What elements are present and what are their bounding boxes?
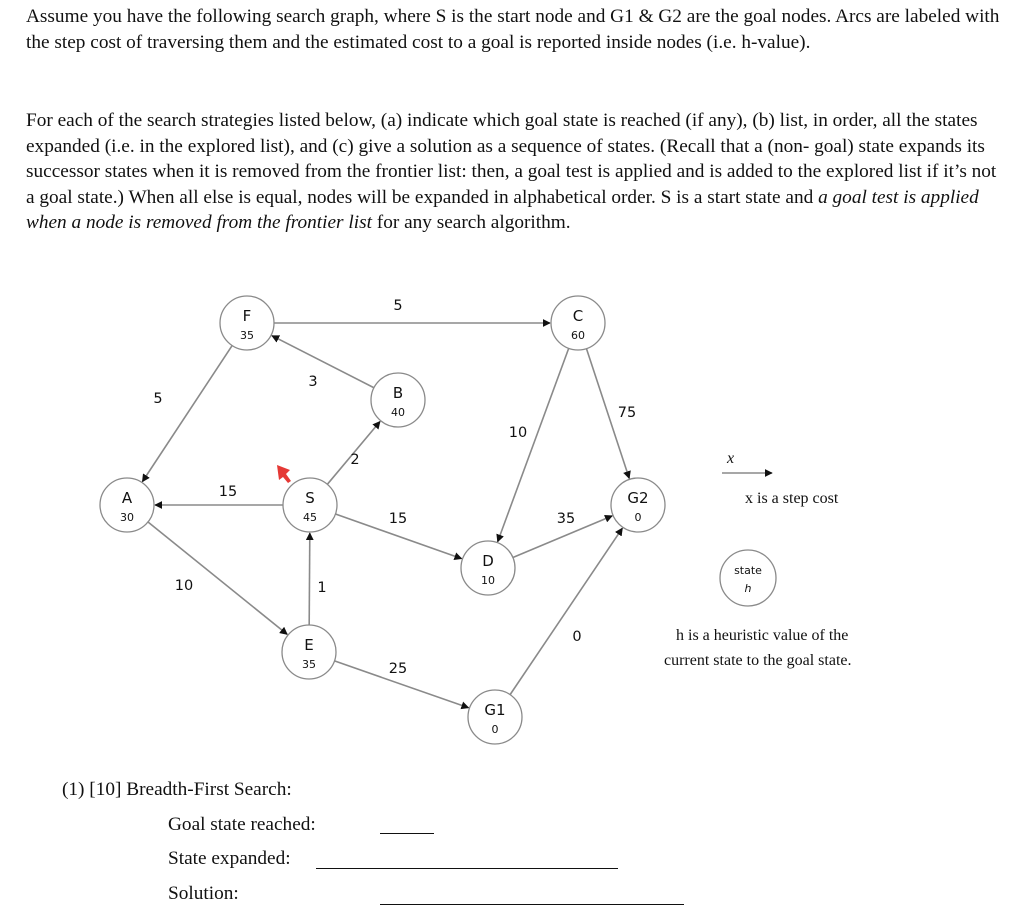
node-label-D: D [482,552,494,570]
node-label-S: S [305,489,315,507]
node-h-C: 60 [571,329,585,342]
node-h-E: 35 [302,658,316,671]
edge-cost-F-A: 5 [153,391,163,407]
edge-G1-G2 [510,528,622,694]
edge-cost-C-G2: 75 [617,405,637,421]
question-title: (1) [10] Breadth-First Search: [62,779,292,800]
node-label-E: E [304,636,314,654]
node-label-A: A [121,489,133,507]
nodes-layer [100,296,665,744]
legend-arrow-label: x [727,450,735,467]
node-E [282,625,336,679]
node-label-G2: G2 [627,489,649,507]
node-label-C: C [572,307,584,325]
node-label-G1: G1 [484,701,506,719]
edges-layer [142,298,636,708]
solution-answer-blank[interactable] [380,904,684,905]
node-D [461,541,515,595]
node-label-B: B [392,384,404,402]
node-h-F: 35 [240,329,254,342]
intro-paragraph-1: Assume you have the following search graph, where S is the start node and G1 & G2 are the goal nodes. Arcs are labeled with the step cost of traversing them and the estimated cost to a goal is reported inside nodes (i.e. h-value). [26,6,1000,53]
edge-cost-S-B: 2 [350,452,360,468]
edge-cost-G1-G2: 0 [572,629,582,645]
goal-label: Goal state reached: [168,814,316,835]
legend-heuristic-line-1: h is a heuristic value of the [676,627,849,644]
expanded-label: State expanded: [168,848,291,869]
legend-step-cost: x is a step cost [745,490,839,507]
expanded-answer-blank[interactable] [316,868,618,869]
edge-cost-S-A: 15 [218,484,238,500]
node-G1 [468,690,522,744]
intro-p2-text-a: For each of the search strategies listed below, (a) indicate which goal state is reached (if any), (b) list, in order, all the states expanded (i.e. in the explored list), and (c) give a solution as a sequence of states. (Recall that a (non- goal) state expands its successor states when it is removed from the frontier list: then, a goal test is applied and is added to the explored list if it’s not a goal state.) When all else is equal, nodes will be expanded in alphabetical order. S is a start state and [26,110,997,208]
edge-B-F [272,336,374,388]
edge-cost-S-D: 15 [388,511,408,527]
node-h-A: 30 [120,511,134,524]
edge-cost-D-G2: 35 [556,511,576,527]
edge-F-A [142,346,232,482]
goal-answer-blank[interactable] [380,833,434,834]
edge-cost-E-G1: 25 [388,661,408,677]
node-h-B: 40 [391,406,405,419]
node-A [100,478,154,532]
node-S [283,478,337,532]
intro-p2-emphasis: a goal test is applied when a node is removed from the frontier list [26,186,979,234]
edge-cost-C-D: 10 [508,425,528,441]
edge-A-E [148,522,287,634]
node-h-D: 10 [481,574,495,587]
node-G2 [611,478,665,532]
legend-heuristic-line-2: current state to the goal state. [664,652,852,669]
edge-cost-E-S: 1 [317,580,327,596]
intro-paragraph-2 [26,108,1001,236]
node-label-F: F [242,307,252,325]
legend-node-h: h [744,582,752,595]
node-F [220,296,274,350]
intro-p2-text-b: for any search algorithm. [371,212,571,234]
edge-E-S [309,533,310,625]
solution-label: Solution: [168,883,239,904]
node-h-G1: 0 [491,723,499,736]
legend-node [720,550,776,606]
legend-node-state: state [734,564,762,577]
edge-cost-B-F: 3 [308,374,318,390]
node-C [551,296,605,350]
edge-cost-F-C: 5 [393,298,403,314]
red-cursor-icon [277,465,291,483]
node-B [371,373,425,427]
node-h-G2: 0 [634,511,642,524]
search-graph [0,278,1024,758]
node-h-S: 45 [303,511,317,524]
edge-cost-A-E: 10 [174,578,194,594]
